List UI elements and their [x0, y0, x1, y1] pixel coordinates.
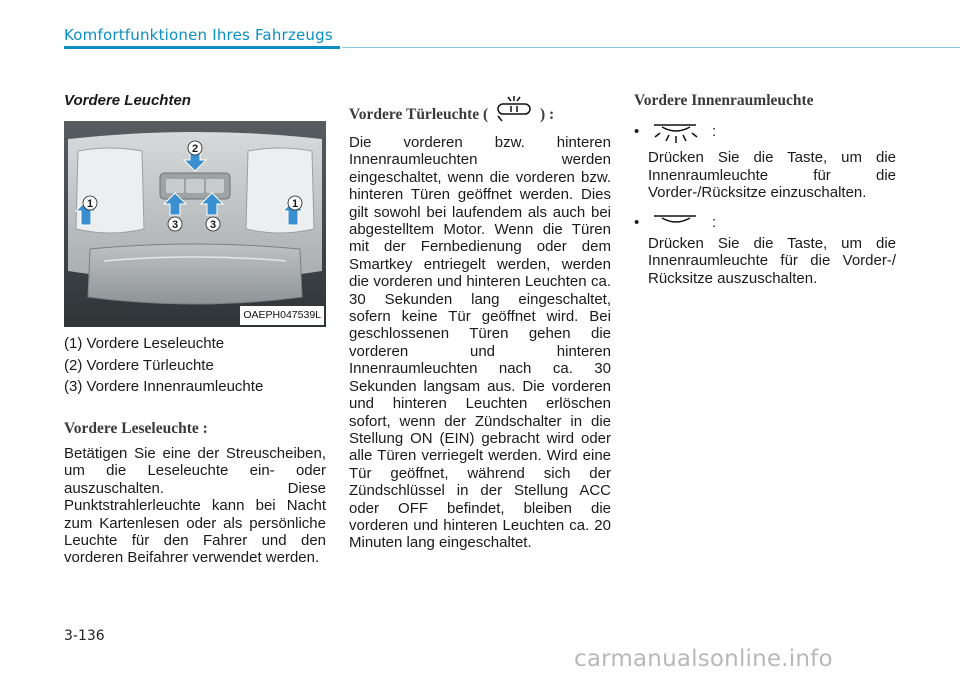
door-light-heading-text: Vordere Türleuchte (: [349, 106, 489, 123]
overhead-console-photo: [64, 121, 326, 327]
bullet-item-on: [634, 123, 896, 145]
door-light-icon: [492, 96, 536, 122]
callout-3-right: 3: [209, 219, 217, 232]
legend-item: (2) Vordere Türleuchte: [64, 356, 214, 374]
reading-light-heading: Vordere Leseleuchte :: [64, 419, 208, 437]
bullet-on-text: Drücken Sie die Taste, um die Innenraumleuchte für die Vorder-/Rücksitze einzuschalten.: [648, 149, 896, 202]
callout-3-left: 3: [171, 219, 179, 232]
legend-item: (3) Vordere Innenraumleuchte: [64, 378, 264, 396]
figure-code: OAEPH047539L: [240, 306, 324, 325]
bullet-dot: •: [634, 213, 640, 231]
door-light-heading-suffix: ) :: [539, 106, 555, 123]
front-lights-heading: Vordere Leuchten: [64, 92, 191, 109]
room-lamp-on-icon: [648, 123, 704, 145]
room-lamp-heading: Vordere Innenraumleuchte: [634, 92, 814, 109]
page-number: 3-136: [64, 628, 105, 644]
callout-1-right: 1: [291, 198, 299, 211]
door-light-heading: [349, 106, 611, 130]
reading-light-body: Betätigen Sie eine der Streuscheiben, um die Leseleuchte ein- oder auszuschalten. Diese Punktstrahlerleuchte kann bei Nacht zum Kartenlesen oder als persönliche Leuchte für den Fahrer und den vorderen Beifahrer verwendet werden.: [64, 445, 326, 567]
left-column: [64, 92, 326, 567]
callout-1-left: 1: [86, 198, 94, 211]
header-rule-thin: [342, 47, 960, 48]
callout-2: 2: [191, 143, 199, 156]
bullet-suffix: :: [712, 123, 717, 141]
door-light-body: Die vorderen bzw. hinteren Innenraumleuchten werden eingeschaltet, wenn die vorderen bzw. hinteren Türen geöffnet werden. Dies gilt sowohl bei laufendem als auch bei abgestelltem Motor. Wenn die Türen mit der Fernbedienung oder dem Smartkey entriegelt werden, werden die vorderen und hinteren Leuchten ca. 30 Sekunden lang eingeschaltet, sofern keine Tür geöffnet wird. Bei geschlossenen Türen gehen die vorderen und hinteren Innenraumleuchten nach ca. 30 Sekunden langsam aus. Die vorderen und hinteren Leuchten erlöschen sofort, wenn der Zündschalter in die Stellung ON (EIN) gebracht wird oder alle Türen verriegelt werden. Wird eine Tür geöffnet, während sich der Zündschlüssel in der Stellung ACC oder OFF befindet, bleiben die vorderen und hinteren Leuchten ca. 20 Minuten lang eingeschaltet.: [349, 134, 611, 552]
room-lamp-off-icon: [648, 214, 704, 230]
middle-column: [349, 106, 611, 552]
bullet-suffix: :: [712, 213, 717, 231]
section-header-title: Komfortfunktionen Ihres Fahrzeugs: [64, 26, 333, 44]
header-rule-accent: [64, 46, 340, 49]
legend-item: (1) Vordere Leseleuchte: [64, 335, 225, 353]
right-column: [634, 92, 896, 287]
bullet-item-off: [634, 214, 896, 231]
bullet-off-text: Drücken Sie die Taste, um die Innenraumleuchte für die Vorder-/ Rücksitze auszuschalten.: [648, 235, 896, 287]
watermark-text: carmanualsonline.info: [574, 646, 833, 672]
bullet-dot: •: [634, 123, 640, 141]
figure-legend: [64, 335, 326, 395]
